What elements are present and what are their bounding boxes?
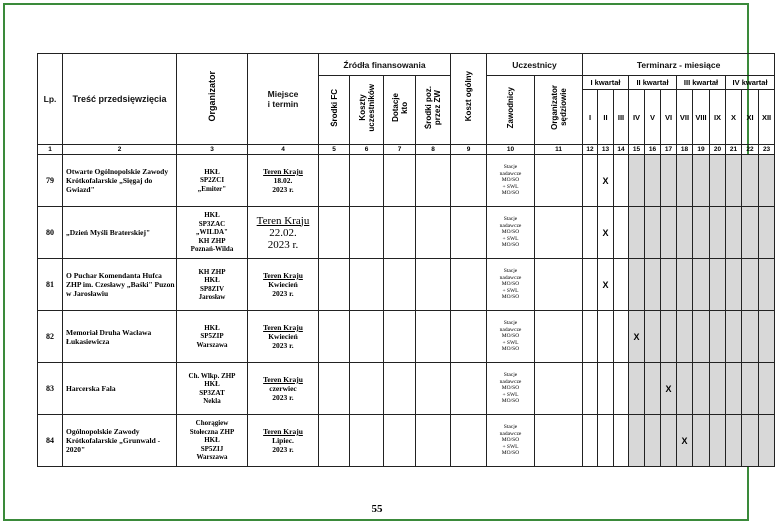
header-part-competitors [487,76,535,145]
header-title-text: Treść przedsięwzięcia [72,93,167,104]
col-number: 1 [38,145,63,155]
table-row [38,155,775,207]
month-header: III [614,90,629,145]
row-organizer: Ch. Wlkp. ZHP HKŁ SP3ZAT Nekla [177,363,248,415]
row-title: Memoriał Druha Wacława Łukasiewicza [63,311,177,363]
row-lp: 80 [38,207,63,259]
row-place [248,207,319,259]
row-lp: 84 [38,415,63,467]
row-place-date: Kwiecień 2023 r. [268,280,298,298]
col-number: 10 [487,145,535,155]
col-number: 3 [177,145,248,155]
month-header: VI [661,90,677,145]
row-participants: Stacje nadawcze MO/SO + SWL MO/SO [487,415,535,467]
header-organizer-text: Organizator [206,71,217,122]
row-place [248,415,319,467]
row-place-location: Teren Kraju [263,323,303,332]
row-organizer: HKŁ SP3ZAC „WILDA" KH ZHP Poznań-Wilda [177,207,248,259]
header-financing: Źródła finansowania [319,54,451,76]
col-number: 15 [629,145,645,155]
row-lp: 79 [38,155,63,207]
row-title: Otwarte Ogólnopolskie Zawody Krótkofalarskie „Sięgaj do Gwiazd" [63,155,177,207]
part-col-label: Zawodnicy [506,86,515,129]
col-number: 8 [416,145,451,155]
month-header: IV [629,90,645,145]
header-fin-zw [416,76,451,145]
row-participants: Stacje nadawcze MO/SO + SWL MO/SO [487,207,535,259]
month-mark: X [598,259,614,311]
row-organizer: HKŁ SP2ZCI „Emiter" [177,155,248,207]
col-number: 2 [63,145,177,155]
col-number: 7 [384,145,416,155]
col-number: 18 [677,145,693,155]
header-organizer [177,54,248,145]
row-place-date: 22.02. 2023 r. [267,226,299,251]
month-header: IX [710,90,726,145]
row-place-location: Teren Kraju [263,167,303,176]
table-row [38,207,775,259]
fin-col-label: Koszty uczestników [357,83,376,132]
header-participants: Uczestnicy [487,54,583,76]
header-schedule: Terminarz - miesiące [583,54,775,76]
month-header: II [598,90,614,145]
month-mark: X [598,207,614,259]
part-col-label: Organizator sędziowie [549,85,568,130]
fin-col-label: Środki FC [329,88,339,127]
row-title: Harcerska Fala [63,363,177,415]
row-participants: Stacje nadawcze MO/SO + SWL MO/SO [487,363,535,415]
col-number: 5 [319,145,350,155]
row-organizer: HKŁ SP5ZIP Warszawa [177,311,248,363]
row-lp: 83 [38,363,63,415]
month-header: V [645,90,661,145]
header-place: Miejsce i termin [248,54,319,145]
header-fin-participant-costs [350,76,384,145]
row-participants: Stacje nadawcze MO/SO + SWL MO/SO [487,311,535,363]
header-fin-grants [384,76,416,145]
row-place-location: Teren Kraju [263,271,303,280]
header-fin-fc [319,76,350,145]
quarter-1: I kwartał [583,76,629,90]
col-number: 9 [451,145,487,155]
row-place [248,363,319,415]
table-row [38,363,775,415]
month-header: X [726,90,742,145]
row-place-location: Teren Kraju [263,375,303,384]
table-row [38,259,775,311]
row-title: „Dzień Myśli Braterskiej" [63,207,177,259]
page-number: 55 [371,503,383,515]
col-number: 6 [350,145,384,155]
header-part-judges [535,76,583,145]
col-number: 19 [693,145,710,155]
quarter-4: IV kwartał [726,76,775,90]
row-place-location: Teren Kraju [256,214,310,227]
month-mark: X [598,155,614,207]
row-place-date: czerwiec 2023 r. [269,384,297,402]
row-place-date: 18.02. 2023 r. [272,176,294,194]
col-number: 17 [661,145,677,155]
row-place-date: Lipiec. 2023 r. [272,436,294,454]
header-total-cost [451,54,487,145]
month-header: VII [677,90,693,145]
row-organizer: Chorągiew Stołeczna ZHP HKŁ SP5ZIJ Warszawa [177,415,248,467]
row-place-date: Kwiecień 2023 r. [268,332,298,350]
quarter-3: III kwartał [677,76,726,90]
row-title: Ogólnopolskie Zawody Krótkofalarskie „Grunwald - 2020" [63,415,177,467]
month-header: XII [759,90,775,145]
month-header: XI [742,90,759,145]
col-number: 14 [614,145,629,155]
row-place-location: Teren Kraju [263,427,303,436]
month-mark: X [677,415,693,467]
header-total-cost-text: Koszt ogólny [464,71,473,122]
col-number: 13 [598,145,614,155]
col-number: 23 [759,145,775,155]
col-number: 12 [583,145,598,155]
col-number: 20 [710,145,726,155]
month-header: VIII [693,90,710,145]
col-number: 22 [742,145,759,155]
events-table [37,53,775,467]
header-title [63,54,177,145]
table-row [38,415,775,467]
col-number: 11 [535,145,583,155]
month-header: I [583,90,598,145]
fin-col-label: Środki poz. przez ZW [424,85,442,130]
row-lp: 81 [38,259,63,311]
month-mark: X [661,363,677,415]
fin-col-label: Dotacje kto [390,93,409,122]
row-place [248,311,319,363]
col-number: 4 [248,145,319,155]
row-place [248,259,319,311]
quarter-2: II kwartał [629,76,677,90]
table-row [38,311,775,363]
header-lp: Lp. [38,54,63,145]
row-place [248,155,319,207]
month-mark: X [629,311,645,363]
col-number: 16 [645,145,661,155]
row-participants: Stacje nadawcze MO/SO + SWL MO/SO [487,259,535,311]
row-title: O Puchar Komendanta Hufca ZHP im. Czesławy „Baśki" Puzon w Jarosławiu [63,259,177,311]
col-number: 21 [726,145,742,155]
row-lp: 82 [38,311,63,363]
row-participants: Stacje nadawcze MO/SO + SWL MO/SO [487,155,535,207]
row-organizer: KH ZHP HKŁ SP8ZIV Jarosław [177,259,248,311]
